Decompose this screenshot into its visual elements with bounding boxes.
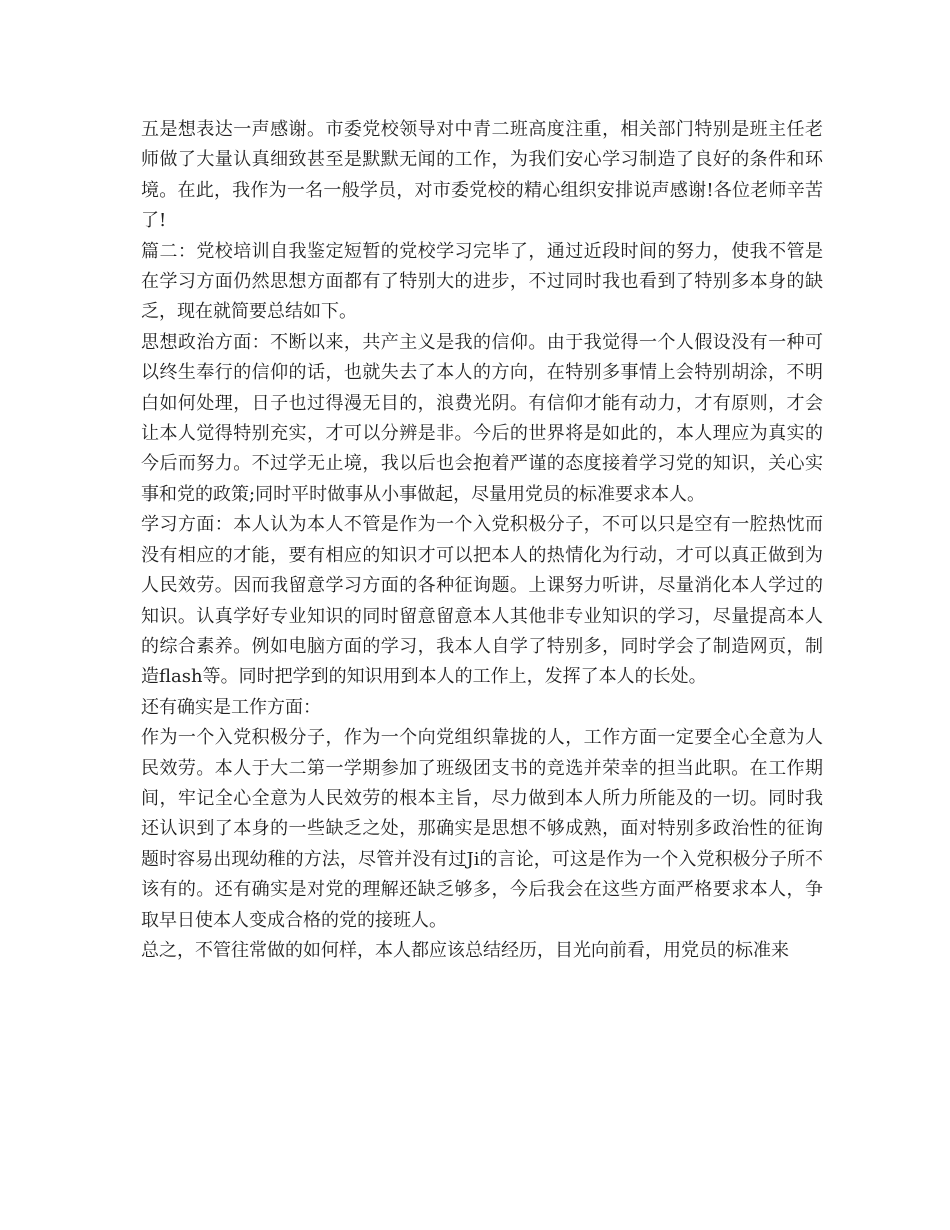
paragraph-thanks: 五是想表达一声感谢。市委党校领导对中青二班高度注重，相关部门特别是班主任老师做了大量认真细致甚至是默默无闻的工作，为我们安心学习制造了良好的条件和环境。在此，我作为一名一般学员，对市委党校的精心组织安排说声感谢!各位老师辛苦了! bbox=[141, 119, 823, 232]
paragraph-ideology: 思想政治方面：不断以来，共产主义是我的信仰。由于我觉得一个人假设没有一种可以终生奉行的信仰的话，也就失去了本人的方向，在特别多事情上会特别胡涂，不明白如何处理，日子也过得漫无目的，浪费光阴。有信仰才能有动力，才有原则，才会让本人觉得特别充实，才可以分辨是非。今后的世界将是如此的，本人理应为真实的今后而努力。不过学无止境，我以后也会抱着严谨的态度接着学习党的知识，关心实事和党的政策;同时平时做事从小事做起，尽量用党员的标准要求本人。 bbox=[141, 331, 823, 505]
document-body bbox=[141, 115, 823, 966]
paragraph-study: 学习方面：本人认为本人不管是作为一个入党积极分子，不可以只是空有一腔热忱而没有相应的才能，要有相应的知识才可以把本人的热情化为行动，才可以真正做到为人民效劳。因而我留意学习方面的各种征询题。上课努力听讲，尽量消化本人学过的知识。认真学好专业知识的同时留意留意本人其他非专业知识的学习，尽量提高本人的综合素养。例如电脑方面的学习，我本人自学了特别多，同时学会了制造网页，制造flash等。同时把学到的知识用到本人的工作上，发挥了本人的长处。 bbox=[141, 514, 823, 688]
paragraph-work-heading: 还有确实是工作方面： bbox=[141, 696, 321, 718]
paragraph-work: 作为一个入党积极分子，作为一个向党组织靠拢的人，工作方面一定要全心全意为人民效劳。本人于大二第一学期参加了班级团支书的竞选并荣幸的担当此职。在工作期间，牢记全心全意为人民效劳的根本主旨，尽力做到本人所力所能及的一切。同时我还认识到了本身的一些缺乏之处，那确实是思想不够成熟，面对特别多政治性的征询题时容易出现幼稚的方法，尽管并没有过Ji的言论，可这是作为一个入党积极分子所不该有的。还有确实是对党的理解还缺乏够多，今后我会在这些方面严格要求本人，争取早日使本人变成合格的党的接班人。 bbox=[141, 727, 823, 931]
paragraph-part-two-intro: 篇二：党校培训自我鉴定短暂的党校学习完毕了，通过近段时间的努力，使我不管是在学习方面仍然思想方面都有了特别大的进步，不过同时我也看到了特别多本身的缺乏，现在就简要总结如下。 bbox=[141, 240, 823, 323]
paragraph-summary: 总之，不管往常做的如何样，本人都应该总结经历，目光向前看，用党员的标准来 bbox=[141, 939, 789, 961]
